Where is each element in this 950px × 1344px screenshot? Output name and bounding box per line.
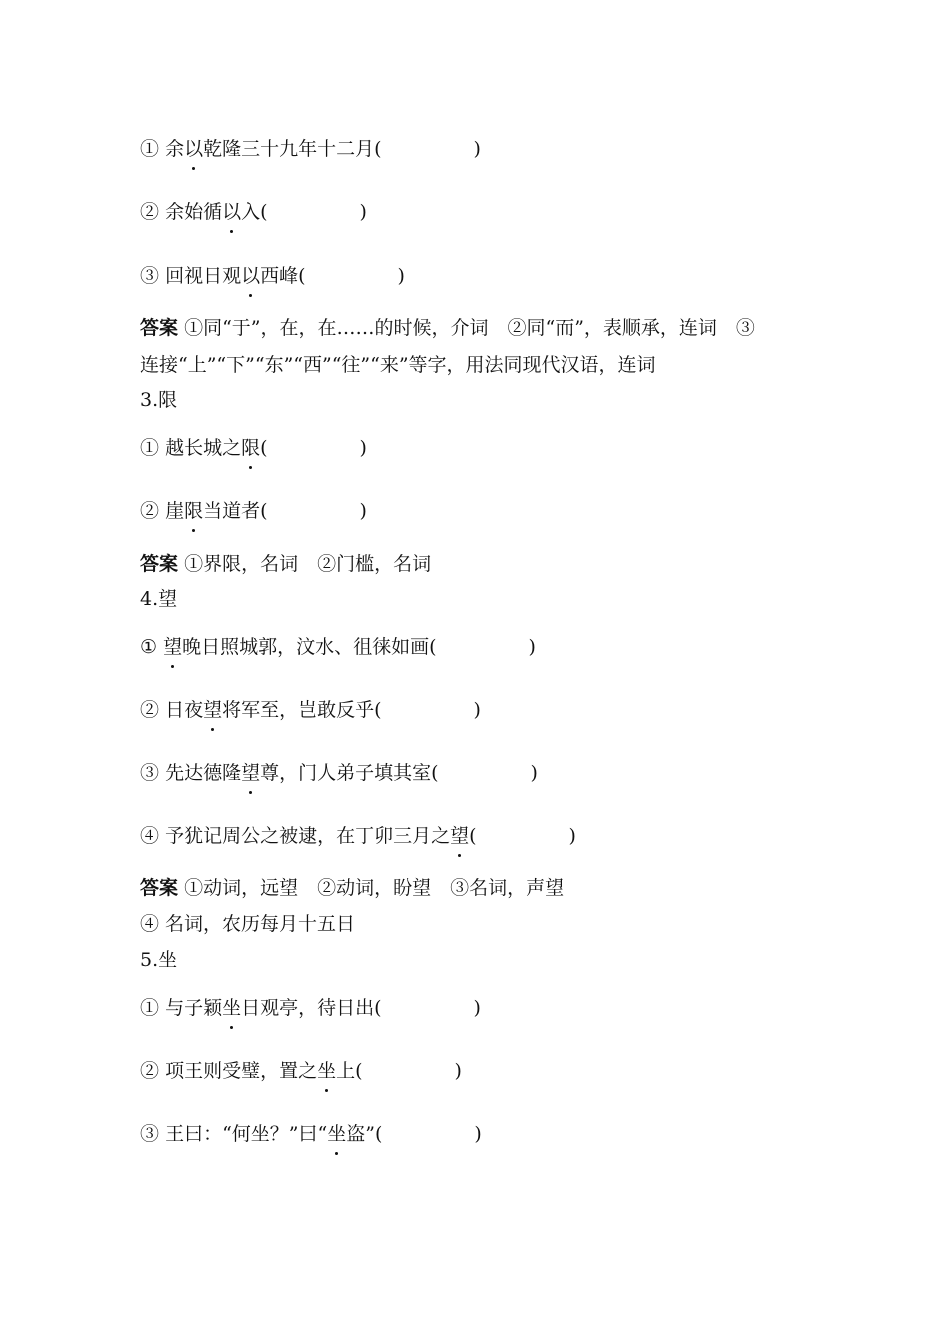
- paren-close: ): [473, 699, 481, 721]
- item-text-post: 入: [241, 201, 261, 223]
- answer-line: [140, 316, 755, 340]
- paren-close: ): [568, 825, 576, 847]
- answer-line: [140, 353, 656, 377]
- item-text-pre: 崖: [165, 500, 185, 522]
- emphasized-char: 望: [163, 636, 183, 658]
- item-number: ①: [140, 437, 160, 459]
- item-text-pre: 日夜: [165, 699, 204, 721]
- paren-close: ): [528, 636, 536, 658]
- question-item: [140, 761, 538, 785]
- emphasized-char: 以: [184, 138, 204, 160]
- emphasized-char: 望: [203, 699, 223, 721]
- item-number: ②: [140, 201, 160, 223]
- emphasized-char: 坐: [327, 1123, 347, 1145]
- question-item: [140, 200, 367, 224]
- item-number: ①: [140, 636, 158, 658]
- item-number: ①: [140, 997, 160, 1019]
- answer-text: 连接“上”“下”“东”“西”“往”“来”等字，用法同现代汉语，连词: [140, 354, 656, 376]
- item-text-post: 上: [336, 1060, 356, 1082]
- answer-text: ①动词，远望 ②动词，盼望 ③名词，声望: [184, 877, 565, 899]
- answer-line: [140, 876, 564, 900]
- item-text-post: 西峰: [260, 265, 299, 287]
- paren-open: (: [260, 500, 268, 522]
- item-text-pre: 王曰：“何坐？”曰“: [165, 1123, 328, 1145]
- emphasized-char: 限: [184, 500, 204, 522]
- paren-open: (: [260, 437, 268, 459]
- paren-open: (: [469, 825, 477, 847]
- paren-close: ): [473, 138, 481, 160]
- item-text-pre: 项王则受璧，置之: [165, 1060, 318, 1082]
- paren-open: (: [374, 699, 382, 721]
- emphasized-char: 坐: [222, 997, 242, 1019]
- item-number: ④: [140, 825, 160, 847]
- item-number: ③: [140, 265, 160, 287]
- paren-close: ): [359, 500, 367, 522]
- question-item: [140, 499, 367, 523]
- item-text-post: 日观亭，待日出: [241, 997, 375, 1019]
- answer-label: 答案: [140, 553, 179, 575]
- emphasized-char: 坐: [317, 1060, 337, 1082]
- question-item: [140, 698, 481, 722]
- answer-text: ①界限，名词 ②门槛，名词: [184, 553, 432, 575]
- paren-open: (: [298, 265, 306, 287]
- emphasized-char: 限: [241, 437, 261, 459]
- answer-text: ①同“于”，在，在……的时候，介词 ②同“而”，表顺承，连词 ③: [184, 317, 755, 339]
- paren-close: ): [359, 201, 367, 223]
- paren-open: (: [431, 762, 439, 784]
- paren-open: (: [260, 201, 268, 223]
- item-text-pre: 与子颖: [165, 997, 223, 1019]
- item-text-pre: 余: [165, 138, 185, 160]
- section-heading: 5.坐: [140, 949, 178, 971]
- question-item: [140, 1122, 482, 1146]
- item-number: ③: [140, 762, 160, 784]
- paren-close: ): [474, 1123, 482, 1145]
- paren-open: (: [374, 138, 382, 160]
- paren-close: ): [530, 762, 538, 784]
- item-text-pre: 先达德隆: [165, 762, 242, 784]
- paren-open: (: [374, 1123, 383, 1145]
- paren-open: (: [429, 636, 437, 658]
- paren-close: ): [473, 997, 481, 1019]
- item-text-post: 盗”: [346, 1123, 375, 1145]
- question-item: [140, 996, 481, 1020]
- item-number: ②: [140, 699, 160, 721]
- answer-line: [140, 912, 355, 936]
- item-number: ②: [140, 500, 160, 522]
- answer-label: 答案: [140, 317, 179, 339]
- paren-open: (: [374, 997, 382, 1019]
- question-item: [140, 137, 481, 161]
- item-text-post: 尊，门人弟子填其室: [260, 762, 432, 784]
- item-text-post: 将军至，岂敢反乎: [222, 699, 375, 721]
- section-heading: 4.望: [140, 588, 178, 610]
- emphasized-char: 以: [222, 201, 242, 223]
- answer-text: ④ 名词，农历每月十五日: [140, 913, 356, 935]
- emphasized-char: 望: [450, 825, 470, 847]
- item-number: ③: [140, 1123, 160, 1145]
- item-text-post: 晚日照城郭，汶水、徂徕如画: [182, 636, 430, 658]
- item-text-post: 乾隆三十九年十二月: [203, 138, 375, 160]
- question-item: [140, 264, 405, 288]
- paren-open: (: [355, 1060, 363, 1082]
- answer-line: [140, 552, 431, 576]
- section-heading: 3.限: [140, 389, 178, 411]
- item-text-pre: 回视日观: [165, 265, 242, 287]
- item-number: ②: [140, 1060, 160, 1082]
- question-item: [140, 635, 536, 659]
- paren-close: ): [397, 265, 405, 287]
- paren-close: ): [359, 437, 367, 459]
- answer-label: 答案: [140, 877, 179, 899]
- emphasized-char: 望: [241, 762, 261, 784]
- item-text-pre: 余始循: [165, 201, 223, 223]
- item-text-pre: 越长城之: [165, 437, 242, 459]
- item-text-post: 当道者: [203, 500, 261, 522]
- question-item: [140, 1059, 462, 1083]
- question-item: [140, 436, 367, 460]
- question-item: [140, 824, 576, 848]
- paren-close: ): [454, 1060, 462, 1082]
- item-number: ①: [140, 138, 160, 160]
- item-text-pre: 予犹记周公之被逮，在丁卯三月之: [165, 825, 451, 847]
- emphasized-char: 以: [241, 265, 261, 287]
